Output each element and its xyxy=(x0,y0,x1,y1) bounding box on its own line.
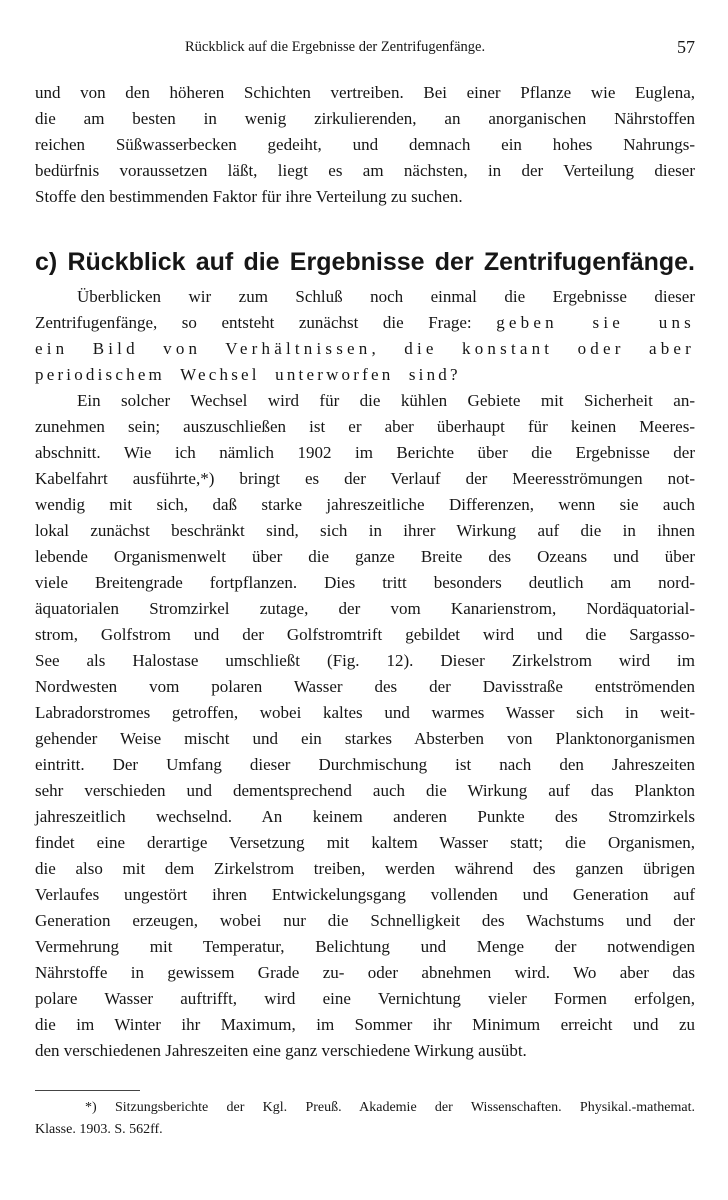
text-line: Vermehrung mit Temperatur, Belichtung und Menge der notwendigen xyxy=(35,937,695,956)
text-line: den verschiedenen Jahreszeiten eine ganz verschiedene Wirkung ausübt. xyxy=(35,1041,527,1060)
text-line: Nährstoffe in gewissem Grade zu- oder abnehmen wird. Wo aber das xyxy=(35,963,695,982)
page-body xyxy=(35,80,695,1141)
text-line xyxy=(35,310,695,336)
running-head xyxy=(35,36,695,58)
text-line: lebende Organismenwelt über die ganze Breite des Ozeans und über xyxy=(35,547,695,566)
page-number: 57 xyxy=(677,37,695,57)
text-line: strom, Golfstrom und der Golfstromtrift gebildet wird und die Sargasso- xyxy=(35,625,695,644)
text-line: Nordwesten vom polaren Wasser des der Davisstraße entströmenden xyxy=(35,677,695,696)
text-line: eintritt. Der Umfang dieser Durchmischung ist nach den Jahreszeiten xyxy=(35,755,695,774)
paragraph-continuation xyxy=(35,80,695,210)
text-line: Stoffe den bestimmenden Faktor für ihre Verteilung zu suchen. xyxy=(35,187,463,206)
text-line: See als Halostase umschließt (Fig. 12). Dieser Zirkelstrom wird im xyxy=(35,651,695,670)
text-line: und von den höheren Schichten vertreiben. Bei einer Pflanze wie Euglena, xyxy=(35,83,695,102)
text-line: viele Breitengrade fortpflanzen. Dies tritt besonders deutlich am nord- xyxy=(35,573,695,592)
text-line: Ein solcher Wechsel wird für die kühlen Gebiete mit Sicherheit an- xyxy=(77,391,695,410)
text-line: gehender Weise mischt und ein starkes Absterben von Planktonorganismen xyxy=(35,729,695,748)
text-line: reichen Süßwasserbecken gedeiht, und demnach ein hohes Nahrungs- xyxy=(35,135,695,154)
text-line: polare Wasser auftrifft, wird eine Vernichtung vieler Formen erfolgen, xyxy=(35,989,695,1008)
text-line: lokal zunächst beschränkt sind, sich in ihrer Wirkung auf die in ihnen xyxy=(35,521,695,540)
text-line: die am besten in wenig zirkulierenden, an anorganischen Nährstoffen xyxy=(35,109,695,128)
text-line: periodischem Wechsel unterworfen sind? xyxy=(35,365,461,384)
footnote-line: *) Sitzungsberichte der Kgl. Preuß. Akademie der Wissenschaften. Physikal.-mathemat. xyxy=(85,1100,695,1115)
text-line: äquatorialen Stromzirkel zutage, der vom Kanarienstrom, Nordäquatorial- xyxy=(35,599,695,618)
text-line: die im Winter ihr Maximum, im Sommer ihr Minimum erreicht und zu xyxy=(35,1015,695,1034)
text-line: Überblicken wir zum Schluß noch einmal die Ergebnisse dieser xyxy=(77,287,695,306)
text-line: findet eine derartige Versetzung mit kaltem Wasser statt; die Organismen, xyxy=(35,833,695,852)
section-heading: c) Rückblick auf die Ergebnisse der Zentrifugenfänge. xyxy=(35,248,695,276)
text-line: abschnitt. Wie ich nämlich 1902 im Berichte über die Ergebnisse der xyxy=(35,443,695,462)
spaced-emphasis: geben sie uns xyxy=(496,313,695,332)
text-line: die also mit dem Zirkelstrom treiben, werden während des ganzen übrigen xyxy=(35,859,695,878)
text-line: Kabelfahrt ausführte,*) bringt es der Verlauf der Meeresströmungen not- xyxy=(35,469,695,488)
text-line: ein Bild von Verhältnissen, die konstant oder aber xyxy=(35,339,695,358)
text-line: Verlaufes ungestört ihren Entwickelungsgang vollenden und Generation auf xyxy=(35,885,695,904)
footnote-rule xyxy=(35,1090,140,1091)
footnote-gap xyxy=(35,1064,695,1090)
footnote xyxy=(35,1097,695,1141)
text-line: zunehmen sein; auszuschließen ist er aber überhaupt für keinen Meeres- xyxy=(35,417,695,436)
text-line: Labradorstromes getroffen, wobei kaltes und warmes Wasser sich in weit- xyxy=(35,703,695,722)
text-line: jahreszeitlich wechselnd. An keinem anderen Punkte des Stromzirkels xyxy=(35,807,695,826)
text-line: wendig mit sich, daß starke jahreszeitliche Differenzen, wenn sie auch xyxy=(35,495,695,514)
text-line: sehr verschieden und dementsprechend auch die Wirkung auf das Plankton xyxy=(35,781,695,800)
paragraph-overview xyxy=(35,284,695,388)
running-head-title: Rückblick auf die Ergebnisse der Zentrifugenfänge. xyxy=(185,39,486,55)
text-fragment: Zentrifugenfänge, so entsteht zunächst die Frage: xyxy=(35,313,472,332)
footnote-line: Klasse. 1903. S. 562ff. xyxy=(35,1122,163,1137)
text-line: Generation erzeugen, wobei nur die Schnelligkeit des Wachstums und der xyxy=(35,911,695,930)
text-line: bedürfnis voraussetzen läßt, liegt es am nächsten, in der Verteilung dieser xyxy=(35,161,695,180)
paragraph-main xyxy=(35,388,695,1064)
